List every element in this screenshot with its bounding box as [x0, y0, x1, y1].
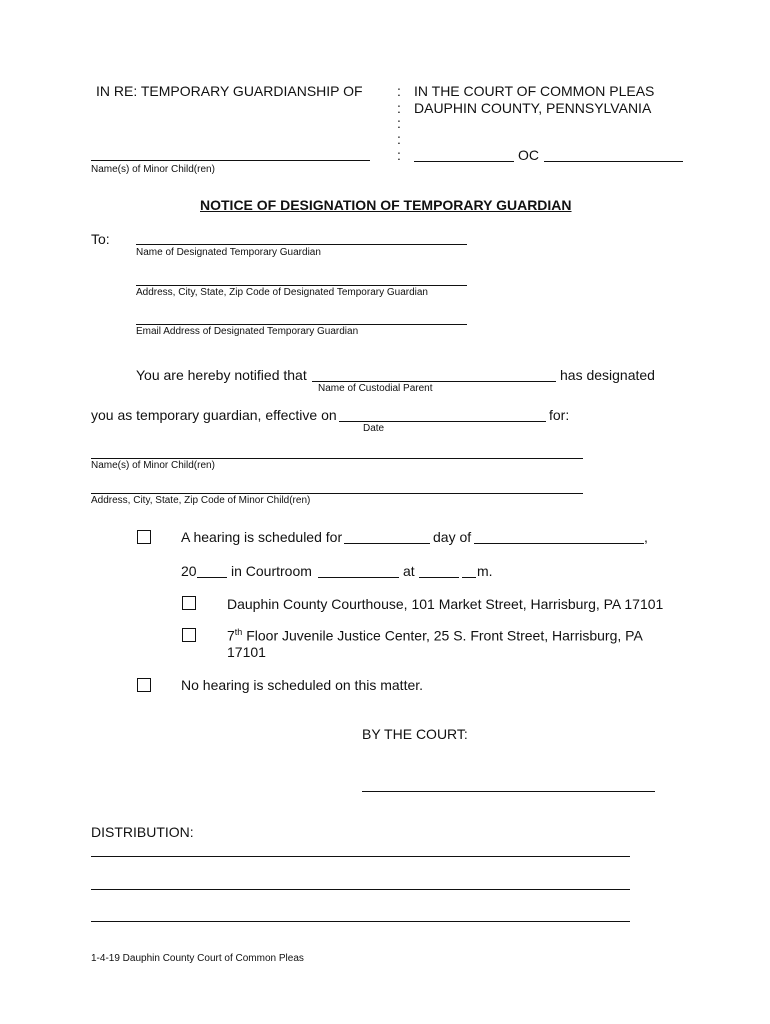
footer-text: 1-4-19 Dauphin County Court of Common Pleas — [91, 953, 304, 964]
courtroom-text: in Courtroom — [231, 563, 312, 579]
guardian-address-label: Address, City, State, Zip Code of Designated Temporary Guardian — [136, 287, 428, 298]
time-blank[interactable] — [419, 577, 459, 578]
am-pm-blank[interactable] — [462, 577, 476, 578]
minor-names-blank-2[interactable] — [91, 458, 583, 459]
guardian-name-blank[interactable] — [136, 244, 467, 245]
hearing-day-blank[interactable] — [344, 543, 430, 544]
year-blank[interactable] — [197, 577, 227, 578]
guardian-address-blank[interactable] — [136, 285, 467, 286]
caption-colon: : — [397, 131, 401, 147]
no-hearing-text: No hearing is scheduled on this matter. — [181, 677, 424, 693]
case-number-blank[interactable] — [414, 161, 514, 162]
juvenile-center-line2: 17101 — [227, 644, 266, 660]
caption-colon: : — [397, 100, 401, 116]
by-the-court: BY THE COURT: — [362, 726, 468, 742]
at-text: at — [403, 563, 415, 579]
minor-names-label: Name(s) of Minor Child(ren) — [91, 460, 215, 471]
juvenile-center-location-checkbox[interactable] — [182, 628, 196, 642]
hearing-scheduled-checkbox[interactable] — [137, 530, 151, 544]
notified-suffix: has designated — [560, 367, 655, 383]
floor-number: 7 — [227, 627, 235, 644]
courtroom-blank[interactable] — [318, 577, 399, 578]
floor-ordinal: th — [234, 627, 243, 637]
guardian-name-label: Name of Designated Temporary Guardian — [136, 247, 321, 258]
no-hearing-checkbox[interactable] — [137, 678, 151, 692]
guardian-email-blank[interactable] — [136, 324, 467, 325]
hearing-comma: , — [644, 529, 648, 545]
minor-names-blank[interactable] — [91, 160, 370, 161]
guardian-email-label: Email Address of Designated Temporary Guardian — [136, 326, 359, 337]
caption-colon: : — [397, 83, 401, 99]
court-county: DAUPHIN COUNTY, PENNSYLVANIA — [414, 100, 652, 116]
caption-colon: : — [397, 147, 401, 163]
courthouse-location-text: Dauphin County Courthouse, 101 Market Street, Harrisburg, PA 17101 — [227, 596, 664, 612]
hearing-month-blank[interactable] — [474, 543, 644, 544]
case-number-oc: OC — [518, 147, 539, 163]
day-of-text: day of — [433, 529, 472, 545]
in-re-caption: IN RE: TEMPORARY GUARDIANSHIP OF — [96, 83, 363, 99]
judge-signature-line[interactable] — [362, 791, 655, 792]
m-text: m. — [477, 563, 493, 579]
caption-colon: : — [397, 115, 401, 131]
minor-address-label: Address, City, State, Zip Code of Minor Child(ren) — [91, 495, 311, 506]
hearing-scheduled-text: A hearing is scheduled for — [181, 529, 343, 545]
effective-prefix: you as temporary guardian, effective on — [91, 407, 337, 423]
courthouse-location-checkbox[interactable] — [182, 596, 196, 610]
page-title: NOTICE OF DESIGNATION OF TEMPORARY GUARDIAN — [200, 197, 572, 213]
custodial-parent-blank[interactable] — [312, 381, 556, 382]
custodial-parent-label: Name of Custodial Parent — [318, 383, 433, 394]
date-label: Date — [363, 423, 385, 434]
notified-prefix: You are hereby notified that — [136, 367, 307, 383]
year-prefix: 20 — [181, 563, 197, 579]
juvenile-center-line1: Floor Juvenile Justice Center, 25 S. Front Street, Harrisburg, PA — [246, 627, 643, 644]
minor-names-caption-label: Name(s) of Minor Child(ren) — [91, 164, 215, 175]
minor-address-blank[interactable] — [91, 493, 583, 494]
distribution-line-2[interactable] — [91, 889, 630, 890]
distribution-line-3[interactable] — [91, 921, 630, 922]
effective-date-blank[interactable] — [339, 421, 546, 422]
case-number-blank-2[interactable] — [544, 161, 683, 162]
distribution-line-1[interactable] — [91, 856, 630, 857]
effective-suffix: for: — [549, 407, 570, 423]
juvenile-center-location-text — [227, 627, 643, 644]
court-name: IN THE COURT OF COMMON PLEAS — [414, 83, 655, 99]
distribution-label: DISTRIBUTION: — [91, 824, 194, 840]
to-label: To: — [91, 231, 110, 247]
